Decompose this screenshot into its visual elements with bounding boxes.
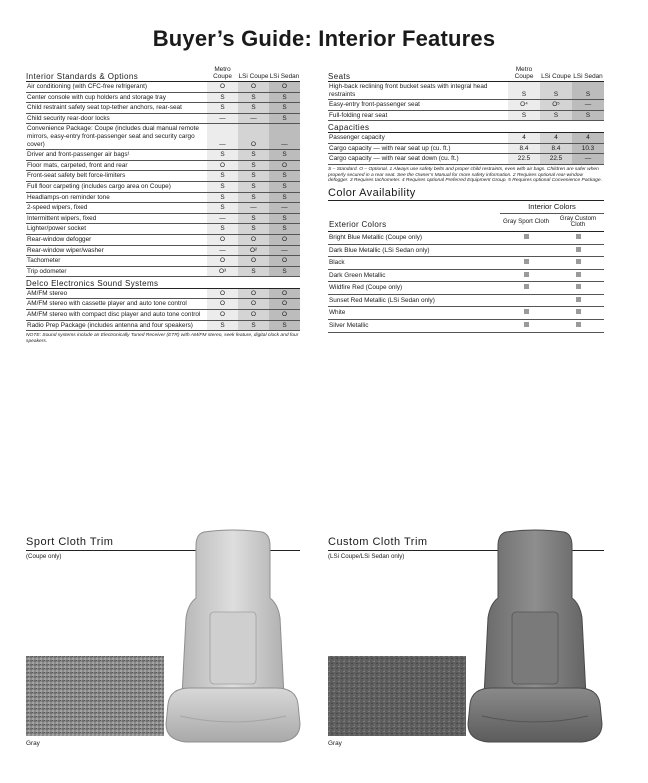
row-value: 8.4 [508,143,540,154]
row-value: O [269,288,300,299]
available-marker-icon [524,259,529,264]
row-label: Passenger capacity [328,132,508,143]
interior-table-header [26,66,300,82]
row-value: S [269,181,300,192]
exterior-color-label: Dark Blue Metallic (LSi Sedan only) [328,244,500,257]
interior-row [26,113,300,124]
row-label: Child restraint safety seat top-tether anchors, rear-seat [26,103,207,114]
row-value: O [269,256,300,267]
available-marker-icon [576,309,581,314]
custom-cloth-seat-image [462,528,608,750]
row-value: O⁵ [540,100,572,111]
color-row [328,294,604,307]
available-marker-icon [524,322,529,327]
row-value: — [207,113,238,124]
col-lsi-coupe: LSi Coupe [540,66,572,82]
row-value: O [238,124,269,150]
color-table [328,201,604,333]
exterior-color-label: Silver Metallic [328,320,500,333]
row-label: AM/FM stereo with compact disc player and auto tone control [26,310,207,321]
color-row [328,307,604,320]
color-row [328,257,604,270]
row-value: S [269,266,300,277]
available-marker-icon [576,322,581,327]
color-row [328,231,604,244]
color-table-group-header [328,201,604,213]
row-value: S [540,110,572,121]
row-value: O [238,310,269,321]
col-gray-custom-cloth: Gray Custom Cloth [552,213,604,231]
available-marker-icon [576,234,581,239]
available-marker-icon [576,284,581,289]
row-value: S [269,113,300,124]
row-label: Rear-window wiper/washer [26,245,207,256]
interior-row [26,213,300,224]
row-value: O [238,234,269,245]
capacities-row [328,154,604,165]
col-metro-coupe: Metro Coupe [207,66,238,82]
interior-row [26,234,300,245]
availability-cell [500,269,552,282]
color-row [328,282,604,295]
row-value: S [269,150,300,161]
interior-table [26,66,300,331]
row-label: Front-seat safety belt force-limiters [26,171,207,182]
seats-capacities-column [328,66,604,333]
capacities-footnote: S – Standard. O – Optional. 1 Always use safety belts and proper child restraints, even with air bags. Children are safer when properly secured in a rear seat. See the Owner’s Manual for more safety information. 2 Requires optional rear-window defogger. 3 Requires tachometer. 4 Requires optional Preferred Equipment Group. 5 Requires optional Convenience Package. [328,166,602,184]
row-value: S [508,82,540,100]
row-label: Easy-entry front-passenger seat [328,100,508,111]
available-marker-icon [524,284,529,289]
availability-cell [500,282,552,295]
seats-table-header [328,66,604,82]
row-value: S [572,110,604,121]
col-gray-sport-cloth: Gray Sport Cloth [500,213,552,231]
row-label: Headlamps-on reminder tone [26,192,207,203]
row-value: S [572,82,604,100]
capacities-heading: Capacities [328,121,604,133]
interior-row [26,124,300,150]
row-value: S [238,92,269,103]
row-value: S [207,92,238,103]
row-value: S [238,171,269,182]
row-value: — [269,245,300,256]
capacities-heading-row [328,121,604,133]
row-value: 4 [540,132,572,143]
row-value: S [207,192,238,203]
row-label: Tachometer [26,256,207,267]
exterior-color-label: Bright Blue Metallic (Coupe only) [328,231,500,244]
available-marker-icon [524,309,529,314]
sound-row [26,320,300,331]
row-label: Cargo capacity — with rear seat down (cu. ft.) [328,154,508,165]
availability-cell [552,231,604,244]
row-label: Floor mats, carpeted, front and rear [26,160,207,171]
row-value: S [269,92,300,103]
color-table-header [328,213,604,231]
row-value: — [572,154,604,165]
sound-row [26,310,300,321]
row-value: S [269,171,300,182]
row-value: — [238,113,269,124]
row-label: Cargo capacity — with rear seat up (cu. ft.) [328,143,508,154]
row-value: — [269,124,300,150]
availability-cell [552,307,604,320]
interior-row [26,266,300,277]
sound-heading: Delco Electronics Sound Systems [26,277,300,289]
available-marker-icon [576,297,581,302]
capacities-rows [328,132,604,164]
row-value: S [207,171,238,182]
row-label: Child security rear-door locks [26,113,207,124]
interior-row [26,171,300,182]
row-label: AM/FM stereo [26,288,207,299]
row-value: O [238,299,269,310]
row-value: — [572,100,604,111]
row-value: — [207,245,238,256]
row-value: S [269,320,300,331]
row-value: — [238,203,269,214]
row-value: 22.5 [540,154,572,165]
interior-heading: Interior Standards & Options [26,66,207,82]
row-value: S [269,213,300,224]
available-marker-icon [524,272,529,277]
interior-row [26,92,300,103]
row-value: O³ [207,266,238,277]
sport-cloth-swatch [26,656,164,736]
custom-trim-heading: Custom Cloth Trim [328,536,604,551]
page-title: Buyer’s Guide: Interior Features [152,26,496,51]
seats-rows [328,82,604,121]
row-value: S [508,110,540,121]
color-row [328,244,604,257]
row-value: O⁴ [508,100,540,111]
row-value: O [269,82,300,93]
row-label: Convenience Package: Coupe (includes dual manual remote mirrors, easy-entry front-passenger seat and security cargo cover) [26,124,207,150]
row-value: S [269,192,300,203]
row-label: AM/FM stereo with cassette player and auto tone control [26,299,207,310]
row-label: High-back reclining front bucket seats with integral head restraints [328,82,508,100]
row-value: S [207,203,238,214]
availability-cell [552,257,604,270]
row-value: 10.3 [572,143,604,154]
row-value: 4 [508,132,540,143]
color-rows [328,231,604,332]
interior-row [26,160,300,171]
availability-cell [500,257,552,270]
row-value: S [207,181,238,192]
row-label: Trip odometer [26,266,207,277]
row-label: 2-speed wipers, fixed [26,203,207,214]
color-row [328,320,604,333]
availability-cell [500,320,552,333]
capacities-row [328,143,604,154]
availability-cell [500,294,552,307]
interior-features-column [26,66,300,345]
seats-row [328,82,604,100]
row-value: S [238,181,269,192]
availability-cell [500,307,552,320]
row-value: — [207,213,238,224]
row-value: 22.5 [508,154,540,165]
row-value: S [238,320,269,331]
row-value: S [207,224,238,235]
row-value: O [269,234,300,245]
row-label: Full floor carpeting (includes cargo area on Coupe) [26,181,207,192]
row-value: O [269,299,300,310]
row-value: — [269,203,300,214]
custom-trim-sub: (LSi Coupe/LSi Sedan only) [328,553,405,560]
seats-row [328,110,604,121]
sound-row [26,288,300,299]
availability-cell [552,282,604,295]
row-label: Driver and front-passenger air bags¹ [26,150,207,161]
row-value: S [207,103,238,114]
row-value: S [238,150,269,161]
row-value: S [238,160,269,171]
row-value: O [207,234,238,245]
interior-row [26,181,300,192]
sport-trim-heading: Sport Cloth Trim [26,536,300,551]
row-value: O [207,310,238,321]
seats-table [328,66,604,165]
row-label: Lighter/power socket [26,224,207,235]
availability-cell [552,294,604,307]
row-value: S [540,82,572,100]
interior-row [26,224,300,235]
row-value: O [207,299,238,310]
row-label: Air conditioning (with CFC-free refrigerant) [26,82,207,93]
row-label: Rear-window defogger [26,234,207,245]
row-value: O [238,288,269,299]
interior-row [26,103,300,114]
row-value: S [238,224,269,235]
row-label: Full-folding rear seat [328,110,508,121]
interior-row [26,203,300,214]
exterior-color-label: Dark Green Metallic [328,269,500,282]
availability-cell [552,244,604,257]
sport-trim-color: Gray [26,740,40,747]
interior-rows [26,82,300,277]
interior-row [26,256,300,267]
sport-cloth-seat-image [160,528,306,750]
interior-row [26,82,300,93]
row-value: — [207,124,238,150]
row-value: O [238,82,269,93]
available-marker-icon [576,247,581,252]
available-marker-icon [576,259,581,264]
row-value: 8.4 [540,143,572,154]
capacities-row [328,132,604,143]
exterior-color-label: White [328,307,500,320]
seats-row [328,100,604,111]
row-value: O [207,288,238,299]
color-availability-heading: Color Availability [328,187,604,201]
row-value: O [238,256,269,267]
sound-rows [26,288,300,330]
row-value: S [238,213,269,224]
row-value: S [238,192,269,203]
interior-colors-heading: Interior Colors [500,201,604,213]
exterior-color-label: Black [328,257,500,270]
row-label: Center console with cup holders and storage tray [26,92,207,103]
interior-row [26,150,300,161]
row-value: O [207,160,238,171]
interior-row [26,245,300,256]
row-label: Intermittent wipers, fixed [26,213,207,224]
exterior-colors-heading: Exterior Colors [328,213,500,231]
sound-row [26,299,300,310]
row-value: O² [238,245,269,256]
availability-cell [500,244,552,257]
custom-cloth-swatch [328,656,466,736]
available-marker-icon [576,272,581,277]
row-value: S [207,150,238,161]
exterior-color-label: Sunset Red Metallic (LSi Sedan only) [328,294,500,307]
custom-trim-color: Gray [328,740,342,747]
row-value: O [207,256,238,267]
available-marker-icon [524,234,529,239]
col-lsi-coupe: LSi Coupe [238,66,269,82]
sound-heading-row [26,277,300,289]
seats-heading: Seats [328,66,508,82]
row-label: Radio Prep Package (includes antenna and four speakers) [26,320,207,331]
row-value: S [207,320,238,331]
availability-cell [552,320,604,333]
interior-row [26,192,300,203]
row-value: S [238,266,269,277]
row-value: 4 [572,132,604,143]
availability-cell [500,231,552,244]
row-value: S [238,103,269,114]
col-metro-coupe: Metro Coupe [508,66,540,82]
row-value: S [269,103,300,114]
color-row [328,269,604,282]
row-value: O [269,310,300,321]
exterior-color-label: Wildfire Red (Coupe only) [328,282,500,295]
col-lsi-sedan: LSi Sedan [572,66,604,82]
availability-cell [552,269,604,282]
col-lsi-sedan: LSi Sedan [269,66,300,82]
sound-note: NOTE: Sound systems include an Electronically Tuned Receiver (ETR) with AM/FM stereo, seek feature, digital clock and four speakers. [26,333,299,345]
row-value: O [207,82,238,93]
row-value: S [269,224,300,235]
sport-trim-sub: (Coupe only) [26,553,62,560]
row-value: O [269,160,300,171]
